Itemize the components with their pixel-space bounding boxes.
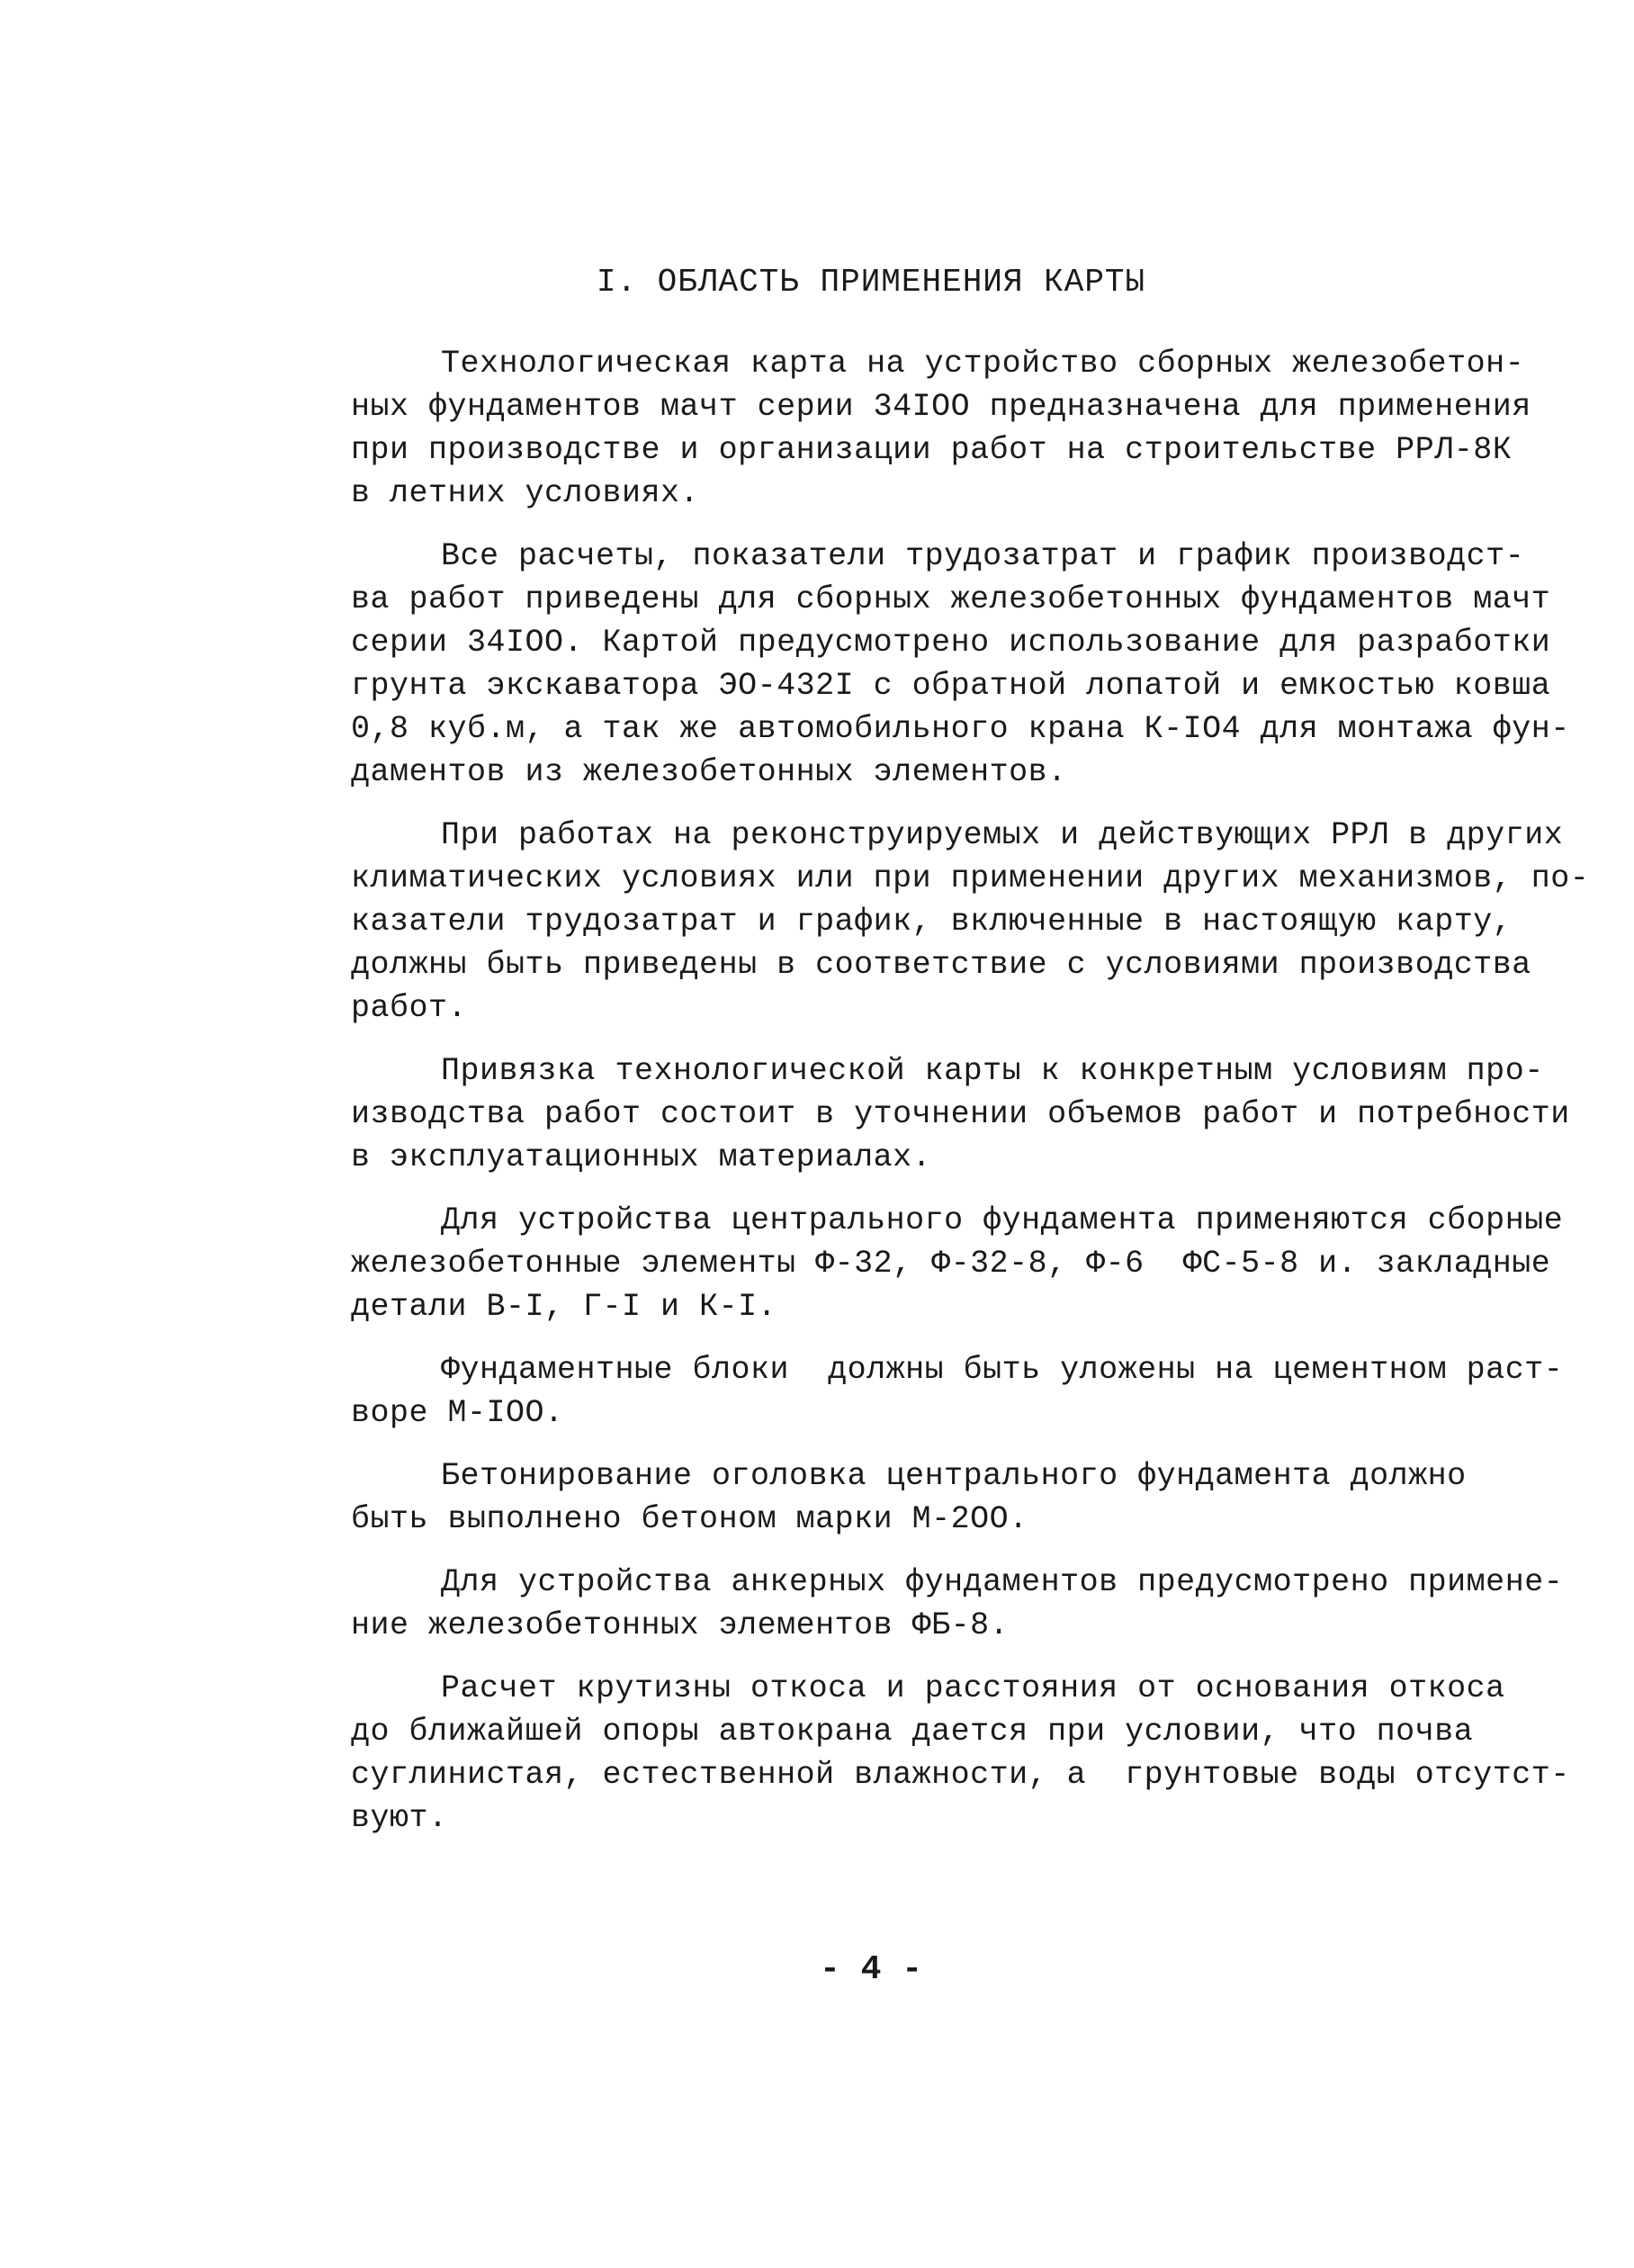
text-line: климатических условиях или при применении других механизмов, по-	[351, 860, 1590, 896]
paragraph	[351, 1049, 1570, 1179]
body-text	[351, 342, 1590, 1859]
text-line: в эксплуатационных материалах.	[351, 1139, 932, 1175]
text-line: изводства работ состоит в уточнении объемов работ и потребности	[351, 1096, 1570, 1132]
paragraph	[351, 1454, 1521, 1541]
text-line: должны быть приведены в соответствие с условиями производства	[351, 947, 1531, 983]
text-line: суглинистая, естественной влажности, а грунтовые воды отсутст-	[351, 1757, 1570, 1793]
text-line: Технологическая карта на устройство сборных железобетон-	[441, 346, 1525, 382]
text-line: Привязка технологической карты к конкретным условиям про-	[441, 1053, 1544, 1089]
text-line: 0,8 куб.м, а так же автомобильного крана К-IO4 для монтажа фун-	[351, 711, 1570, 747]
text-line: вуют.	[351, 1800, 448, 1836]
text-line: Бетонирование оголовка центрального фундамента должно	[441, 1458, 1467, 1494]
text-line: железобетонные элементы Ф-32, Ф-32-8, Ф-6 ФС-5-8 и. закладные	[351, 1246, 1551, 1282]
text-line: даментов из железобетонных элементов.	[351, 754, 1067, 790]
text-line: ва работ приведены для сборных железобетонных фундаментов мачт	[351, 581, 1551, 617]
section-heading: I. ОБЛАСТЬ ПРИМЕНЕНИЯ КАРТЫ	[596, 264, 1146, 301]
text-line: казатели трудозатрат и график, включенные в настоящую карту,	[351, 904, 1513, 940]
text-line: работ.	[351, 990, 468, 1026]
paragraph	[351, 1667, 1570, 1840]
text-line: При работах на реконструируемых и действующих РРЛ в других	[441, 817, 1564, 853]
paragraph	[351, 1561, 1564, 1647]
paragraph	[351, 342, 1531, 515]
paragraph	[351, 1348, 1564, 1435]
text-line: серии 34IOO. Картой предусмотрено использование для разработки	[351, 625, 1551, 661]
page-number: - 4 -	[819, 1950, 923, 1989]
text-line: Для устройства центрального фундамента применяются сборные	[441, 1202, 1564, 1238]
text-line: быть выполнено бетоном марки М-2OO.	[351, 1501, 1028, 1537]
text-line: Для устройства анкерных фундаментов предусмотрено примене-	[441, 1564, 1564, 1600]
text-line: ние железобетонных элементов ФБ-8.	[351, 1607, 1010, 1643]
paragraph	[351, 814, 1590, 1030]
text-line: грунта экскаватора ЭО-432I с обратной лопатой и емкостью ковша	[351, 668, 1551, 704]
text-line: в летних условиях.	[351, 475, 700, 511]
text-line: до ближайшей опоры автокрана дается при условии, что почва	[351, 1714, 1474, 1750]
text-line: воре М-IOO.	[351, 1395, 564, 1431]
text-line: детали В-I, Г-I и К-I.	[351, 1289, 777, 1325]
text-line: при производстве и организации работ на строительстве РРЛ-8К	[351, 432, 1513, 468]
text-line: Все расчеты, показатели трудозатрат и график производст-	[441, 538, 1525, 574]
text-line: Расчет крутизны откоса и расстояния от основания откоса	[441, 1670, 1505, 1706]
text-line: ных фундаментов мачт серии 34IOO предназначена для применения	[351, 389, 1531, 425]
text-line: Фундаментные блоки должны быть уложены на цементном раст-	[441, 1352, 1564, 1388]
paragraph	[351, 535, 1570, 794]
paragraph	[351, 1199, 1564, 1328]
